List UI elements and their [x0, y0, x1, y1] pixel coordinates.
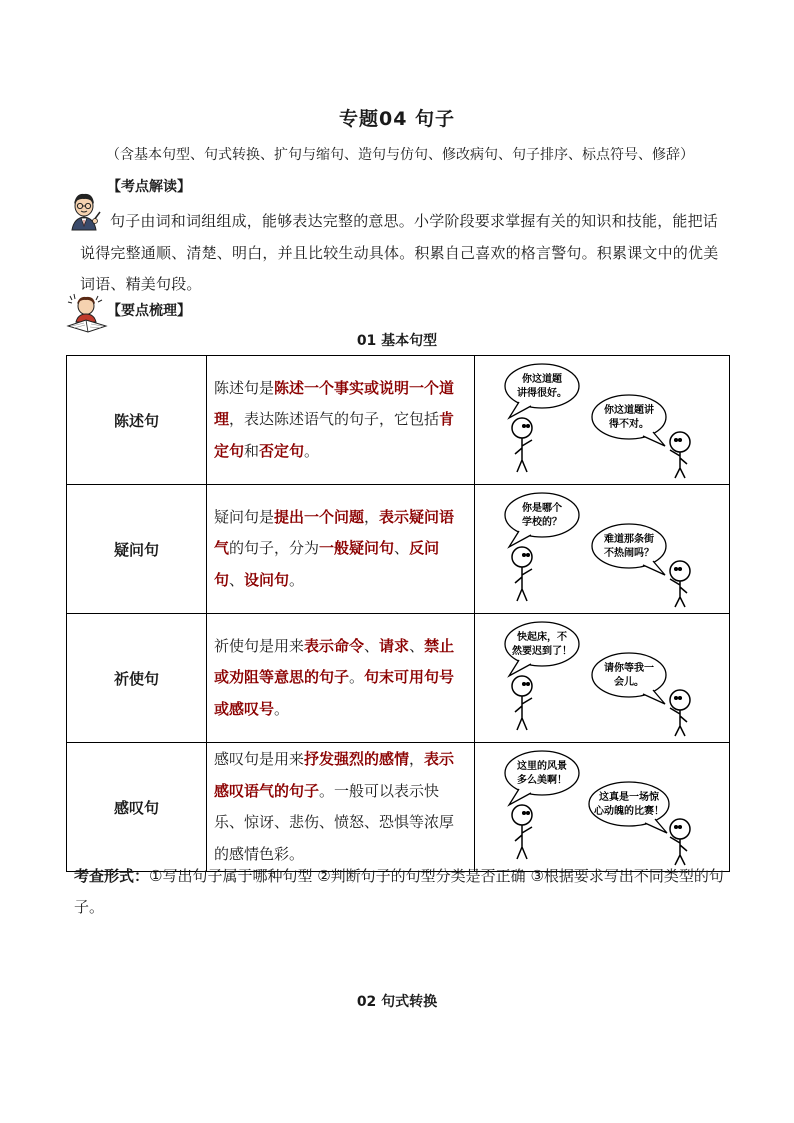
- svg-text:多么美啊！: 多么美啊！: [517, 775, 567, 786]
- svg-text:得不对。: 得不对。: [609, 419, 649, 430]
- speech-bubble-icon: [592, 524, 666, 575]
- row-description: 感叹句是用来抒发强烈的感情，表示感叹语气的句子。一般可以表示快乐、惊讶、悲伤、愤怒、恐惧等浓厚的感情色彩。: [207, 743, 475, 872]
- svg-text:讲得很好。: 讲得很好。: [517, 388, 567, 399]
- page-title: 专题04 句子: [338, 108, 456, 130]
- speech-bubble-icon: [505, 622, 579, 676]
- svg-text:这里的风景: 这里的风景: [517, 761, 567, 772]
- sentence-type-table: [66, 355, 730, 872]
- page-subtitle: （含基本句型、句式转换、扩句与缩句、造句与仿句、修改病句、句子排序、标点符号、修辞）: [106, 147, 694, 163]
- row-illustration: [475, 485, 730, 614]
- svg-text:你这道题讲: 你这道题讲: [604, 405, 654, 416]
- row-illustration: [475, 614, 730, 743]
- table-row: [67, 743, 730, 872]
- stick-figure-icon: [512, 418, 532, 472]
- speech-bubble-icon: [505, 364, 579, 418]
- stick-figure-icon: [670, 561, 690, 607]
- section-heading-interpretation: 【考点解读】: [107, 179, 191, 195]
- table-row: [67, 356, 730, 485]
- svg-text:你这道题: 你这道题: [522, 374, 562, 385]
- speech-bubble-icon: [592, 395, 666, 446]
- row-description: 疑问句是提出一个问题，表示疑问语气的句子，分为一般疑问句、反问句、设问句。: [207, 485, 475, 614]
- row-name: 陈述句: [67, 356, 207, 485]
- intro-paragraph: 句子由词和词组组成，能够表达完整的意思。小学阶段要求掌握有关的知识和技能，能把话说得完整通顺、清楚、明白，并且比较生动具体。积累自己喜欢的格言警句。积累课文中的优美词语、精美句段。: [80, 212, 719, 293]
- stick-figure-icon: [512, 805, 532, 859]
- svg-text:难道那条街: 难道那条街: [604, 534, 654, 545]
- svg-text:会儿。: 会儿。: [614, 677, 644, 688]
- svg-text:然要迟到了！: 然要迟到了！: [512, 646, 572, 657]
- stick-figure-icon: [512, 676, 532, 730]
- speech-bubble-icon: [505, 493, 579, 547]
- svg-text:你是哪个: 你是哪个: [522, 503, 562, 514]
- stick-figure-icon: [512, 547, 532, 601]
- section-caption-sentence-transformation: 02 句式转换: [356, 994, 438, 1010]
- stick-figure-icon: [670, 690, 690, 736]
- svg-text:不热闹吗？: 不热闹吗？: [604, 548, 654, 559]
- speech-bubble-icon: [592, 653, 666, 704]
- stick-figure-icon: [670, 819, 690, 865]
- row-description: 祈使句是用来表示命令、请求、禁止或劝阻等意思的句子。句末可用句号或感叹号。: [207, 614, 475, 743]
- stick-figure-icon: [670, 432, 690, 478]
- row-illustration: [475, 356, 730, 485]
- svg-text:快起床，不: 快起床，不: [517, 632, 567, 643]
- exam-format-label: 考查形式：: [74, 867, 150, 885]
- table-row: [67, 614, 730, 743]
- row-name: 祈使句: [67, 614, 207, 743]
- svg-text:请你等我一: 请你等我一: [604, 663, 654, 674]
- table-row: [67, 485, 730, 614]
- row-description: 陈述句是陈述一个事实或说明一个道理，表达陈述语气的句子，它包括肯定句和否定句。: [207, 356, 475, 485]
- svg-text:心动魄的比赛！: 心动魄的比赛！: [594, 806, 664, 817]
- speech-bubble-icon: [589, 782, 669, 833]
- row-name: 疑问句: [67, 485, 207, 614]
- exam-format-text: ①写出句子属于哪种句型 ②判断句子的句型分类是否正确 ③根据要求写出不同类型的句子。: [74, 867, 724, 916]
- row-name: 感叹句: [67, 743, 207, 872]
- exam-format-note: [74, 861, 734, 923]
- svg-text:学校的？: 学校的？: [522, 517, 562, 528]
- row-illustration: [475, 743, 730, 872]
- table-caption-basic-sentence-types: 01 基本句型: [356, 333, 438, 349]
- section-heading-summary: 【要点梳理】: [107, 303, 191, 319]
- speech-bubble-icon: [505, 751, 579, 805]
- svg-text:这真是一场惊: 这真是一场惊: [599, 792, 659, 803]
